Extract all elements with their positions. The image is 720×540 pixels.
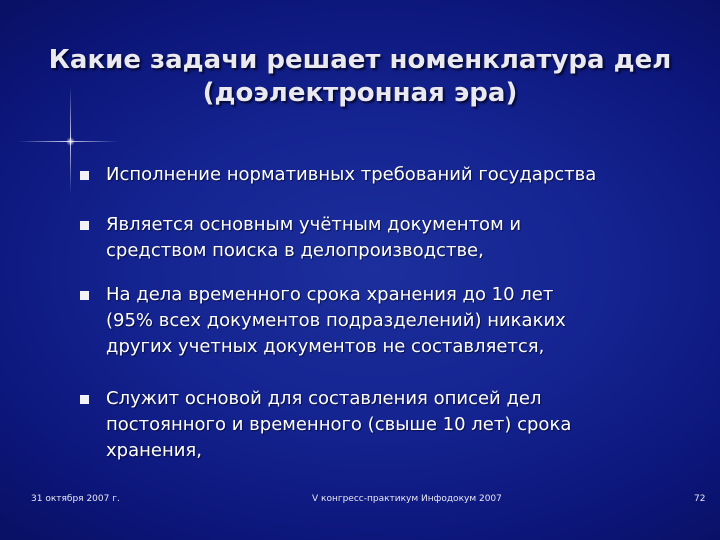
bullet-text [106,386,571,464]
bullet-item [80,162,596,188]
bullet-line: Служит основой для составления описей дел [106,388,542,409]
bullet-line: постоянного и временного (свыше 10 лет) срока [106,414,572,435]
bullet-text [106,212,521,264]
bullet-item [80,212,521,264]
bullet-line: На дела временного срока хранения до 10 лет [106,284,554,305]
square-bullet-icon [80,395,89,404]
crosshair-sparkle-center [66,137,75,146]
slide-title-line: Какие задачи решает номенклатура дел [48,45,672,75]
square-bullet-icon [80,171,89,180]
bullet-line: Исполнение нормативных требований государства [106,164,597,185]
bullet-line: хранения, [106,440,202,461]
bullet-line: (95% всех документов подразделений) никаких [106,310,566,331]
footer-event-name: V конгресс-практикум Инфодокум 2007 [312,494,502,504]
bullet-item [80,282,566,360]
footer-page-number: 72 [694,494,706,504]
bullet-item [80,386,571,464]
bullet-text [106,162,596,188]
bullet-line: Является основным учётным документом и [106,214,522,235]
bullet-line: других учетных документов не составляется, [106,336,545,357]
slide-title [20,44,700,110]
square-bullet-icon [80,221,89,230]
slide-title-line: (доэлектронная эра) [202,78,518,108]
square-bullet-icon [80,291,89,300]
footer-date: 31 октября 2007 г. [31,494,120,504]
bullet-text [106,282,566,360]
bullet-line: средством поиска в делопроизводстве, [106,240,484,261]
